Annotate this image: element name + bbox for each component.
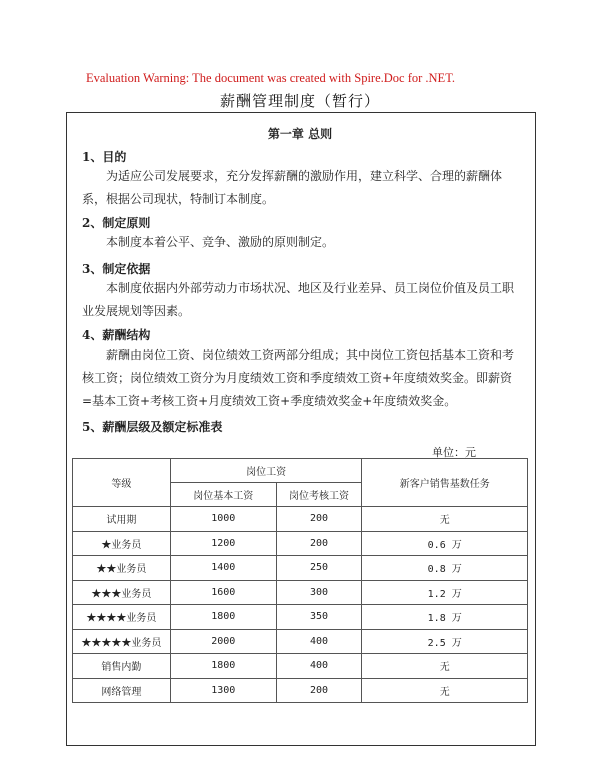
section-text-purpose: 为适应公司发展要求，充分发挥薪酬的激励作用，建立科学、合理的薪酬体系，根据公司现状，特制订本制度。 [82,169,503,206]
section-heading-principle: 2、制定原则 [82,216,151,230]
cell-base-wage: 2000 [170,629,276,654]
header-sales-task: 新客户销售基数任务 [362,459,528,507]
header-post-wage: 岗位工资 [170,459,362,483]
cell-assess-wage: 200 [276,507,362,532]
cell-sales-task: 无 [362,678,528,703]
cell-assess-wage: 350 [276,605,362,630]
section-heading-structure: 4、薪酬结构 [82,328,151,342]
section-text-structure: 薪酬由岗位工资、岗位绩效工资两部分组成；其中岗位工资包括基本工资和考核工资；岗位绩效工资分为月度绩效工资和季度绩效工资+年度绩效奖金。即薪资=基本工资+考核工资+月度绩效工资+季度绩效奖金+年度绩效奖金。 [82,348,515,408]
section-text-principle: 本制度本着公平、竞争、激励的原则制定。 [106,235,335,249]
cell-level: ★★★★业务员 [73,605,171,630]
cell-sales-task: 0.6 万 [362,531,528,556]
cell-level: ★★★★★业务员 [73,629,171,654]
cell-level: 销售内勤 [73,654,171,679]
table-row [73,531,528,556]
unit-label: 单位：元 [432,446,476,459]
cell-assess-wage: 400 [276,629,362,654]
cell-level: 网络管理 [73,678,171,703]
document-title: 薪酬管理制度（暂行） [219,92,380,110]
section-text-basis: 本制度依据内外部劳动力市场状况、地区及行业差异、员工岗位价值及员工职业发展规划等因素。 [82,281,515,318]
cell-sales-task: 无 [362,507,528,532]
cell-base-wage: 1000 [170,507,276,532]
cell-sales-task: 0.8 万 [362,556,528,581]
table-row [73,605,528,630]
cell-level: ★★业务员 [73,556,171,581]
section-heading-basis: 3、制定依据 [82,262,151,276]
cell-base-wage: 1200 [170,531,276,556]
table-row [73,629,528,654]
cell-base-wage: 1600 [170,580,276,605]
cell-base-wage: 1800 [170,605,276,630]
table-row [73,556,528,581]
header-level: 等级 [73,459,171,507]
chapter-heading: 第一章 总则 [267,127,333,141]
header-assess-wage: 岗位考核工资 [276,483,362,507]
cell-level: ★业务员 [73,531,171,556]
cell-base-wage: 1400 [170,556,276,581]
cell-sales-task: 1.8 万 [362,605,528,630]
table-row [73,678,528,703]
cell-assess-wage: 400 [276,654,362,679]
cell-level: ★★★业务员 [73,580,171,605]
header-base-wage: 岗位基本工资 [170,483,276,507]
evaluation-warning: Evaluation Warning: The document was created with Spire.Doc for .NET. [86,71,456,85]
salary-table [72,458,528,703]
cell-base-wage: 1800 [170,654,276,679]
cell-assess-wage: 200 [276,678,362,703]
section-heading-table: 5、薪酬层级及额定标准表 [82,420,223,434]
section-heading-purpose: 1、目的 [82,150,127,164]
cell-sales-task: 无 [362,654,528,679]
cell-sales-task: 1.2 万 [362,580,528,605]
cell-assess-wage: 250 [276,556,362,581]
cell-assess-wage: 200 [276,531,362,556]
cell-level: 试用期 [73,507,171,532]
cell-base-wage: 1300 [170,678,276,703]
table-row [73,507,528,532]
cell-assess-wage: 300 [276,580,362,605]
table-row [73,580,528,605]
cell-sales-task: 2.5 万 [362,629,528,654]
table-row [73,654,528,679]
